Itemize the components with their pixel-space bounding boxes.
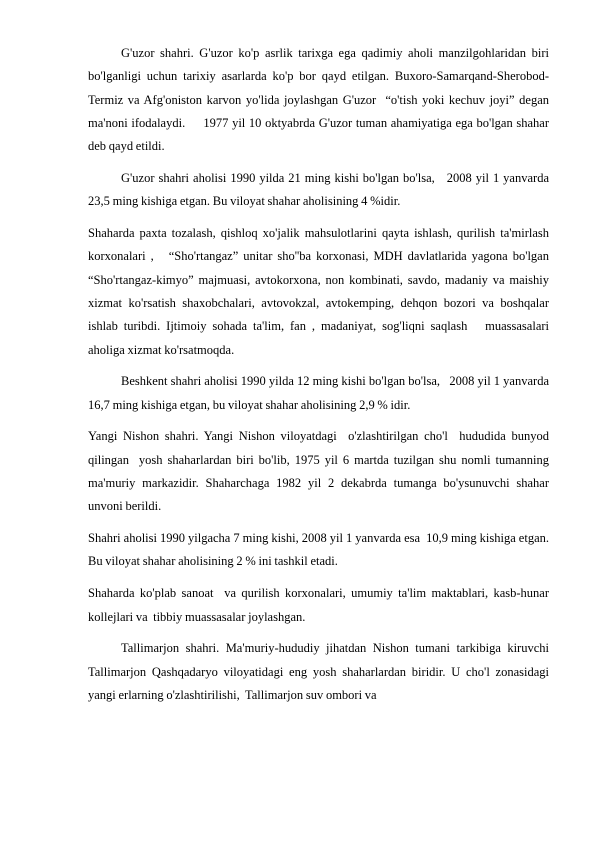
paragraph-tallimarjon-intro: Tallimarjon shahri. Ma'muriy-hududiy jihatdan Nishon tumani tarkibiga kiruvchi Tallimarjon Qashqadaryo viloyatidagi eng yosh shaharlardan biridir. U cho'l zonasidagi yangi erlarning o'zlashtirilishi, Tallimarjon suv ombori va xyxy=(88,641,552,702)
document-body xyxy=(88,42,558,716)
paragraph-beshkent-population: Beshkent shahri aholisi 1990 yilda 12 ming kishi bo'lgan bo'lsa, 2008 yil 1 yanvarda 16,7 ming kishiga etgan, bu viloyat shahar aholisining 2,9 % idir. xyxy=(88,374,552,412)
paragraph-yangi-nishon-intro: Yangi Nishon shahri. Yangi Nishon viloyatdagi o'zlashtirilgan cho'l hududida bunyod qilingan yosh shaharlardan biri bo'lib, 1975 yil 6 martda tuzilgan shu nomli tumanning ma'muriy markazidir. Shaharchaga 1982 yil 2 dekabrda tumanga bo'ysunuvchi shahar unvoni berildi. xyxy=(88,429,552,514)
paragraph-guzor-population: G'uzor shahri aholisi 1990 yilda 21 ming kishi bo'lgan bo'lsa, 2008 yil 1 yanvarda 23,5 ming kishiga etgan. Bu viloyat shahar aholisining 4 %idir. xyxy=(88,170,558,209)
paragraph-yangi-nishon-population: Shahri aholisi 1990 yilgacha 7 ming kishi, 2008 yil 1 yanvarda esa 10,9 ming kishiga etgan. Bu viloyat shahar aholisining 2 % ini tashkil etadi. xyxy=(88,531,558,569)
paragraph-guzor-intro: G'uzor shahri. G'uzor ko'p asrlik tarixga ega qadimiy aholi manzilgohlaridan biri bo'lganligi uchun tarixiy asarlarda ko'p bor qayd etilgan. Buxoro-Samarqand-Sherobod-Termiz va Afg'oniston karvon yo'lida joylashgan G'uzor “o'tish yoki kechuv joyi” degan ma'noni ifodalaydi. 1977 yil 10 oktyabrda G'uzor tuman ahamiyatiga ega bo'lgan shahar deb qayd etildi. xyxy=(88,46,552,154)
paragraph-guzor-industry: Shaharda paxta tozalash, qishloq xo'jalik mahsulotlarini qayta ishlash, qurilish ta'mirlash korxonalari , “Sho'rtangaz” unitar sho''ba korxonasi, MDH davlatlarida yagona bo'lgan “Sho'rtangaz-kimyo” majmuasi, avtokorxona, non kombinati, savdo, madaniy va maishiy xizmat ko'rsatish shaxobchalari, avtovokzal, avtokemping, dehqon bozori va boshqalar ishlab turibdi. Ijtimoiy sohada ta'lim, fan , madaniyat, sog'liqni saqlash muassasalari aholiga xizmat ko'rsatmoqda. xyxy=(88,226,552,357)
paragraph-yangi-nishon-industry: Shaharda ko'plab sanoat va qurilish korxonalari, umumiy ta'lim maktablari, kasb-hunar kollejlari va tibbiy muassasalar joylashgan. xyxy=(88,586,552,624)
